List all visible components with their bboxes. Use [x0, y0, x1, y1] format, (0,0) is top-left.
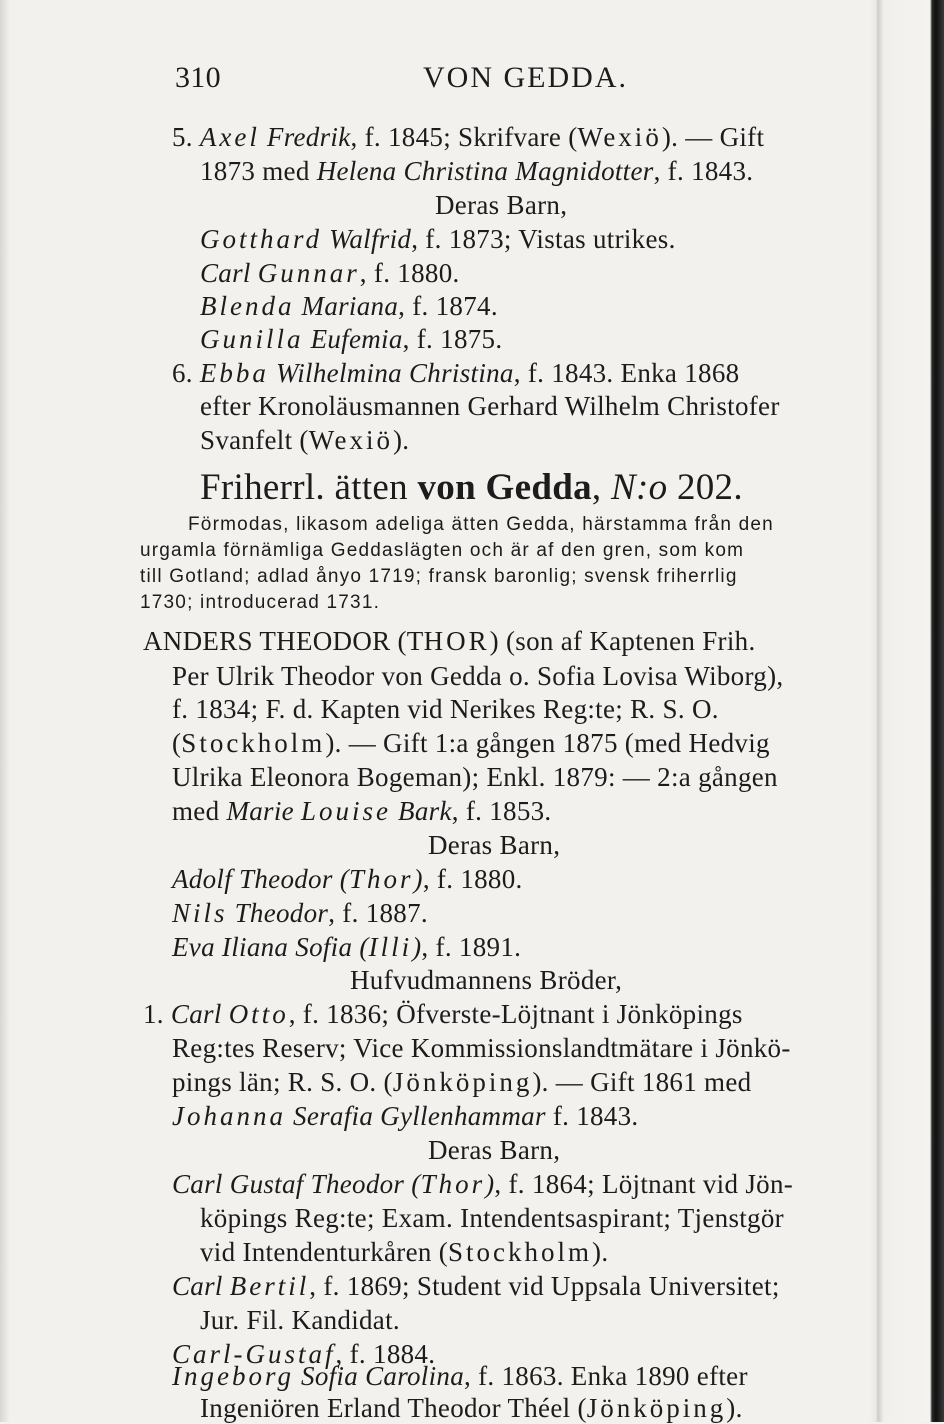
text-segment: , f. 1874.	[398, 291, 498, 321]
text-segment: , f. 1836; Öfverste-Löjtnant i Jönköpings	[288, 999, 743, 1029]
text-segment: Theodor	[227, 898, 329, 928]
text-segment: ).	[592, 1237, 609, 1267]
text-segment: Stockholm	[448, 1237, 593, 1267]
text-segment: Otto	[228, 999, 289, 1029]
text-segment: 1.	[143, 999, 171, 1029]
entry-line	[172, 1066, 751, 1098]
text-segment: Per Ulrik Theodor von Gedda o. Sofia Lovisa Wiborg),	[172, 661, 784, 691]
child-line	[200, 323, 502, 355]
entry-line	[172, 121, 764, 153]
text-segment: Eufemia	[303, 324, 403, 354]
text-segment: Ebba	[199, 358, 269, 388]
entry-line	[172, 1032, 791, 1064]
text-segment: (	[172, 728, 182, 758]
text-segment: Axel	[199, 122, 260, 152]
child-line	[172, 1270, 780, 1302]
text-segment: Illi	[368, 932, 413, 962]
text-segment: Carl	[200, 258, 258, 288]
text-segment: , f. 1864; Löjtnant vid Jön-	[494, 1169, 794, 1199]
text-segment: ) (son af Kaptenen Frih.	[489, 626, 756, 656]
text-segment: ANDERS THEODOR (T	[143, 626, 424, 656]
subheading-line	[435, 189, 567, 221]
intro-line	[188, 512, 774, 538]
text-segment: Eva Iliana Sofia (	[172, 932, 369, 962]
text-segment: Deras Barn,	[435, 190, 568, 220]
child-line	[172, 1168, 793, 1200]
text-segment: Bertil	[229, 1271, 310, 1301]
text-segment: exiö	[603, 122, 662, 152]
entry-line	[143, 625, 756, 657]
child-line	[200, 223, 676, 255]
text-segment: , f. 1875.	[402, 324, 503, 354]
entry-line	[172, 795, 551, 827]
text-segment: pings län; R. S. O. (	[172, 1067, 393, 1097]
text-segment: , f. 1873; Vistas utrikes.	[411, 224, 676, 254]
text-segment: Serafia Gyllenhammar	[285, 1101, 546, 1131]
text-segment: Mariana	[294, 291, 399, 321]
text-segment: Förmodas, likasom adeliga ätten Gedda, härstamma från den	[188, 514, 774, 535]
subheading-line	[428, 829, 560, 861]
text-segment: Gunnar	[257, 258, 360, 288]
text-segment: Johanna	[172, 1101, 286, 1131]
child-line	[200, 1304, 400, 1336]
text-segment: Thor	[420, 1169, 486, 1199]
child-line	[200, 290, 498, 322]
text-segment: 6.	[172, 358, 200, 388]
text-segment: Ingeniören Erland Theodor Théel (	[200, 1393, 587, 1423]
text-segment: Deras Barn,	[428, 830, 561, 860]
book-binding-edge	[870, 0, 944, 1422]
text-segment: , f. 1869; Student vid Uppsala Universitet;	[309, 1271, 780, 1301]
intro-line	[140, 590, 380, 616]
text-segment: f. 1843.	[545, 1101, 639, 1131]
text-segment: Stockholm	[181, 728, 326, 758]
text-segment: Adolf Theodor (	[172, 864, 349, 894]
text-segment: Thor	[349, 864, 414, 894]
intro-line	[140, 538, 744, 564]
entry-line	[143, 998, 743, 1030]
entry-line	[172, 693, 719, 725]
text-segment: 1730; introducerad 1731.	[140, 592, 381, 613]
text-segment: Walfrid	[322, 224, 412, 254]
text-segment: Ingeborg	[172, 1361, 294, 1391]
text-segment: )	[485, 1169, 495, 1199]
text-segment: )	[413, 864, 423, 894]
child-line	[172, 931, 521, 963]
subheading-line	[350, 964, 622, 996]
text-segment: Reg:tes Reserv; Vice Kommissionslandtmätare i Jönkö-	[172, 1033, 791, 1063]
text-segment: Louise	[300, 796, 391, 826]
text-segment: , f. 1843. Enka 1868	[513, 358, 740, 388]
text-segment: exiö	[334, 425, 394, 455]
text-segment: urgamla förnämliga Geddaslägten och är af den gren, som kom	[140, 540, 745, 561]
subheading-line	[428, 1134, 560, 1166]
entry-line	[200, 155, 753, 187]
text-segment: Ulrika Eleonora Bogeman); Enkl. 1879: — 2:a gången	[172, 762, 778, 792]
text-segment: 1873 med	[200, 156, 317, 186]
text-segment: , f. 1887.	[328, 898, 428, 928]
child-line	[200, 1236, 608, 1268]
text-segment: Blenda	[200, 291, 295, 321]
text-segment: ). — Gift 1861 med	[532, 1067, 752, 1097]
text-segment: Sofia Carolina	[293, 1361, 465, 1391]
text-segment: Carl-Gustaf	[172, 1339, 336, 1369]
text-segment: Hufvudmannens Bröder,	[350, 965, 623, 995]
text-segment: Jönköping	[586, 1393, 727, 1423]
text-segment: efter Kronoläusmannen Gerhard Wilhelm Christofer	[200, 391, 780, 421]
text-segment: Gunilla	[200, 324, 304, 354]
text-segment: Fredrik	[259, 122, 351, 152]
child-line	[200, 1202, 784, 1234]
running-title: VON GEDDA.	[423, 61, 628, 94]
text-segment: Deras Barn,	[428, 1135, 561, 1165]
text-segment: Carl	[170, 999, 229, 1029]
text-segment: Carl Gustaf Theodor (	[172, 1169, 421, 1199]
child-line	[172, 897, 428, 929]
text-segment: 202.	[667, 467, 743, 508]
text-segment: Svanfelt (W	[200, 425, 335, 455]
text-segment: Marie	[226, 796, 301, 826]
text-segment: )	[412, 932, 422, 962]
text-segment: N:o	[610, 467, 668, 508]
entry-line	[172, 761, 778, 793]
entry-line	[172, 357, 739, 389]
text-segment: Jönköping	[392, 1067, 533, 1097]
text-segment: Gotthard	[200, 224, 323, 254]
text-segment: , f. 1884.	[335, 1339, 436, 1369]
text-segment: von Gedda	[417, 467, 592, 508]
text-segment: f. 1834; F. d. Kapten vid Nerikes Reg:te; R. S. O.	[172, 694, 719, 724]
text-segment: Friherrl. ätten	[200, 467, 418, 508]
text-segment: Jur. Fil. Kandidat.	[200, 1305, 400, 1335]
entry-line	[200, 390, 780, 422]
text-segment: HOR	[423, 626, 490, 656]
child-line	[172, 863, 523, 895]
text-segment: Nils	[172, 898, 228, 928]
text-segment: , f. 1853.	[451, 796, 552, 826]
text-segment: 5.	[172, 122, 200, 152]
text-segment: ,	[591, 467, 611, 508]
page-number: 310	[175, 61, 221, 94]
text-segment: vid Intendenturkåren (	[200, 1237, 449, 1267]
page-left-edge	[0, 0, 10, 1422]
intro-line	[140, 564, 738, 590]
child-line	[172, 1360, 748, 1392]
text-segment: till Gotland; adlad ånyo 1719; fransk baronlig; svensk friherrlig	[140, 566, 738, 587]
text-segment: Helena Christina Magnidotter	[316, 156, 654, 186]
text-segment: ). — Gift 1:a gången 1875 (med Hedvig	[325, 728, 770, 758]
entry-line	[172, 727, 770, 759]
text-segment: Carl	[172, 1271, 230, 1301]
text-segment: , f. 1843.	[653, 156, 754, 186]
section-heading	[200, 468, 743, 508]
entry-line	[200, 424, 409, 456]
entry-line	[172, 660, 783, 692]
child-line	[200, 257, 460, 289]
text-segment: ).	[393, 425, 410, 455]
text-segment: , f. 1891.	[421, 932, 522, 962]
text-segment: Wilhelmina Christina	[268, 358, 514, 388]
text-segment: , f. 1880.	[422, 864, 523, 894]
text-segment: ). — Gift	[661, 122, 765, 152]
text-segment: , f. 1845; Skrifvare (W	[350, 122, 604, 152]
text-segment: med	[172, 796, 227, 826]
text-segment: Bark	[391, 796, 452, 826]
text-segment: , f. 1863. Enka 1890 efter	[464, 1361, 748, 1391]
child-line	[200, 1392, 743, 1424]
text-segment: , f. 1880.	[359, 258, 460, 288]
text-segment: köpings Reg:te; Exam. Intendentsaspirant; Tjenstgör	[200, 1203, 784, 1233]
text-segment: ).	[726, 1393, 743, 1423]
entry-line	[172, 1100, 638, 1132]
